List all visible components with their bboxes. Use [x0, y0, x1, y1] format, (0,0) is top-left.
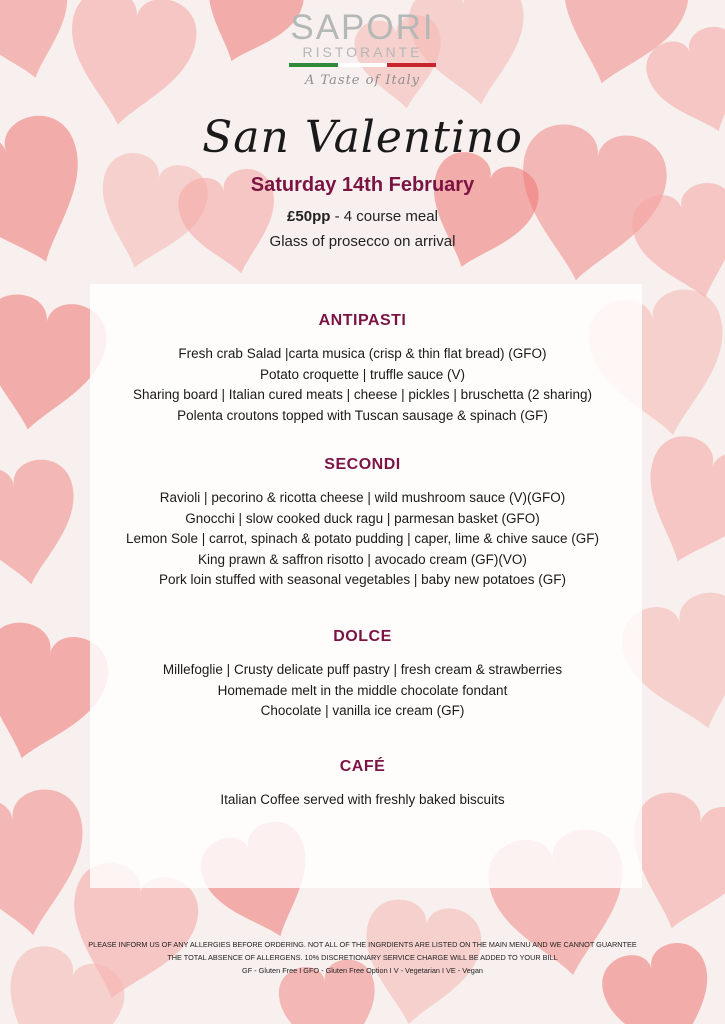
restaurant-logo: [0, 8, 725, 88]
prosecco-note: Glass of prosecco on arrival: [269, 233, 456, 250]
menu-section-dolce: [0, 628, 725, 722]
logo-subtitle: RISTORANTE: [302, 44, 423, 60]
price-description: - 4 course meal: [330, 208, 438, 225]
menu-item: Chocolate | vanilla ice cream (GF): [260, 703, 465, 718]
event-title: San Valentino: [202, 112, 523, 163]
menu-item: Polenta croutons topped with Tuscan sausage & spinach (GF): [177, 407, 548, 423]
allergy-footer: [0, 938, 725, 977]
flag-green: [289, 63, 338, 67]
flag-white: [338, 63, 387, 67]
menu-item: King prawn & saffron risotto | avocado cream (GF)(VO): [198, 551, 527, 567]
italian-flag-stripe: [289, 63, 436, 67]
section-title: SECONDI: [324, 456, 401, 473]
logo-tagline: A Taste of Italy: [304, 73, 421, 88]
flag-red: [387, 63, 436, 67]
menu-item: Potato croquette | truffle sauce (V): [259, 366, 466, 382]
section-title: ANTIPASTI: [318, 312, 407, 329]
menu-item: Lemon Sole | carrot, spinach & potato pudding | caper, lime & chive sauce (GF): [125, 531, 599, 546]
section-title: DOLCE: [333, 628, 392, 645]
menu-section-cafe: [0, 758, 725, 811]
price-amount: £50pp: [287, 208, 331, 225]
menu-item: Homemade melt in the middle chocolate fondant: [217, 682, 508, 698]
menu-item: Sharing board | Italian cured meats | cheese | pickles | bruschetta (2 sharing): [132, 387, 592, 402]
menu-item: Fresh crab Salad |carta musica (crisp & thin flat bread) (GFO): [178, 346, 547, 361]
menu-item: Pork loin stuffed with seasonal vegetables | baby new potatoes (GF): [159, 572, 566, 587]
event-price: [0, 208, 725, 225]
menu-item: Italian Coffee served with freshly baked biscuits: [220, 792, 505, 807]
footer-line-1: PLEASE INFORM US OF ANY ALLERGIES BEFORE ORDERING. NOT ALL OF THE INGRDIENTS ARE LISTED ON THE MAIN MENU AND WE CANNOT GUARNTEE: [88, 940, 637, 949]
menu-item: Gnocchi | slow cooked duck ragu | parmesan basket (GFO): [185, 510, 540, 526]
footer-line-3: GF - Gluten Free I GFO - Gluten Free Option I V - Vegetarian I VE - Vegan: [242, 966, 483, 975]
logo-name: SAPORI: [290, 8, 435, 47]
menu-section-secondi: [0, 456, 725, 591]
section-title: CAFÉ: [339, 758, 386, 775]
menu-item: Ravioli | pecorino & ricotta cheese | wild mushroom sauce (V)(GFO): [159, 490, 566, 505]
event-date: Saturday 14th February: [250, 174, 475, 196]
menu-section-antipasti: [0, 312, 725, 426]
menu-item: Millefoglie | Crusty delicate puff pastry | fresh cream & strawberries: [162, 662, 563, 677]
footer-line-2: THE TOTAL ABSENCE OF ALLERGENS. 10% DISCRETIONARY SERVICE CHARGE WILL BE ADDED TO YOUR BILL: [167, 953, 558, 962]
